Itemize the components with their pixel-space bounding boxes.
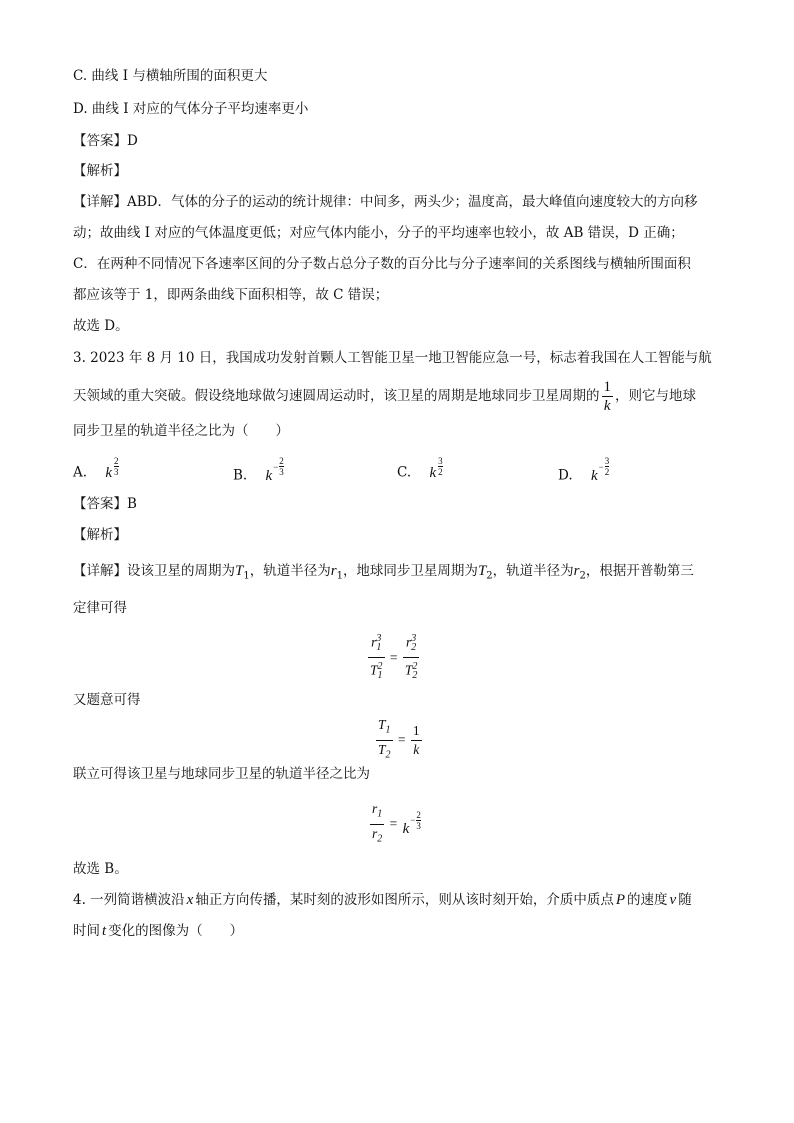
radius-ratio-equation: $\frac{r_1}{r_2}$ = k − 2 3: [372, 801, 421, 845]
detail-2-line-4: 都应该等于 1，即两条曲线下面积相等，故 C 错误；: [73, 287, 389, 303]
detail-3-line-4: 联立可得该卫星与地球同步卫星的轨道半径之比为: [73, 766, 370, 782]
period-ratio-equation: $\frac{T_1}{T_2}$ = $\frac{1}{k}$: [378, 717, 420, 761]
option-3-a: A. k 2 3: [73, 456, 119, 481]
question-4-line-2: 时间 t 变化的图像为（ ）: [73, 923, 244, 939]
option-3-c: C. k 3 2: [397, 456, 443, 481]
detail-3-line-1: 【详解】设该卫星的周期为$T_1$，轨道半径为$r_1$，地球同步卫星周期为$T_2$，轨道半径为$r_2$，根据开普勒第三: [73, 563, 694, 582]
detail-2-line-1: 【详解】ABD．气体的分子的运动的统计规律：中间多，两头少；温度高，最大峰值向速度较大的方向移: [73, 194, 698, 210]
option-d-text: D. 曲线 I 对应的气体分子平均速率更小: [73, 101, 309, 117]
kepler-equation: $\frac{r_1^3}{T_1^2}$ = $\frac{r_2^3}{T_2^2}$: [370, 633, 418, 682]
question-3-line-3: 同步卫星的轨道半径之比为（ ）: [73, 423, 289, 439]
question-3-line-2-text: 天领域的重大突破。假设绕地球做匀速圆周运动时，该卫星的周期是地球同步卫星周期的: [73, 388, 600, 404]
question-4-line-1: 4. 一列简谐横波沿 x 轴正方向传播，某时刻的波形如图所示，则从该时刻开始，介质中质点 P 的速度 v 随: [73, 892, 692, 908]
question-3-line-1: 3. 2023 年 8 月 10 日，我国成功发射首颗人工智能卫星一地卫智能应急一号，标志着我国在人工智能与航: [73, 350, 712, 366]
question-3-line-2-end: ，则它与地球: [615, 388, 696, 404]
selection-3: 故选 B。: [73, 861, 128, 877]
fraction-one-over-k: [602, 378, 614, 415]
answer-2: 【答案】D: [73, 133, 138, 149]
question-3-line-2: [73, 378, 696, 414]
detail-3-line-3: 又题意可得: [73, 692, 141, 708]
frac-den: k: [603, 397, 611, 414]
selection-2: 故选 D。: [73, 318, 129, 334]
detail-2-line-3: C．在两种不同情况下各速率区间的分子数占总分子数的百分比与分子速率间的关系图线与横轴所围面积: [73, 256, 691, 272]
option-c-text: C. 曲线 I 与横轴所围的面积更大: [73, 68, 268, 84]
option-3-d: D. k − 3 2: [558, 456, 610, 484]
detail-2-line-2: 动；故曲线 I 对应的气体温度更低；对应气体内能小，分子的平均速率也较小，故 AB 错误，D 正确；: [73, 225, 684, 241]
detail-3-line-2: 定律可得: [73, 600, 127, 616]
option-3-b: B. k − 2 3: [233, 456, 284, 484]
frac-num: 1: [603, 378, 611, 395]
analysis-2-heading: 【解析】: [73, 163, 127, 179]
analysis-3-heading: 【解析】: [73, 527, 127, 543]
answer-3: 【答案】B: [73, 496, 137, 512]
